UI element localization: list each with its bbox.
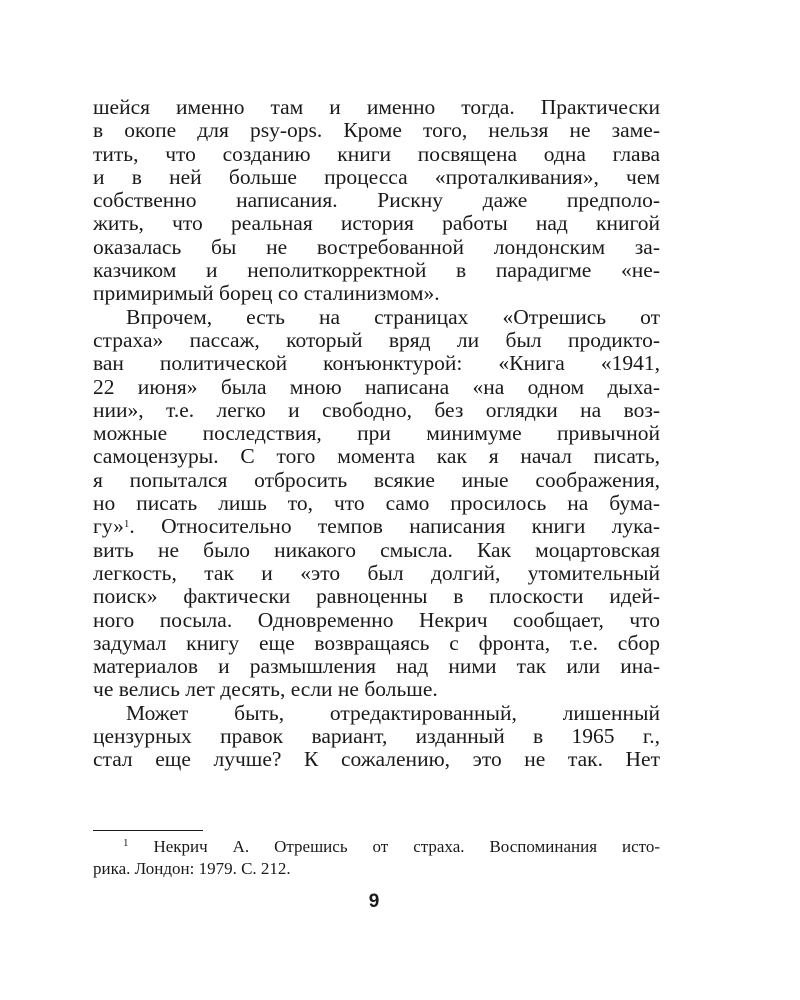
text-line-with-footnote: [93, 515, 660, 538]
text-line: поиск» фактически равноценны в плоскости идей-: [93, 585, 660, 609]
paragraph-start: Впрочем, есть на страницах «Отрешись от: [126, 305, 660, 329]
text-line: стал еще лучше? К сожалению, это не так. Нет: [93, 748, 660, 772]
text-line: собственно написания. Рискну даже предполо-: [93, 189, 660, 213]
footnote-text: Некрич А. Отрешись от страха. Воспоминания исто-: [153, 837, 660, 856]
paragraph-start: Может быть, отредактированный, лишенный: [126, 701, 660, 725]
text-line: казчиком и неполиткорректной в парадигме «не-: [93, 259, 660, 283]
text-line: и в ней больше процесса «проталкивания», чем: [93, 165, 660, 189]
footnote-divider: [93, 830, 203, 831]
text-line: жить, что реальная история работы над книгой: [93, 212, 660, 236]
line-rest: . Относительно темпов написания книги лука-: [129, 515, 660, 539]
main-text: [93, 96, 660, 772]
text-line: можные последствия, при минимуме привычной: [93, 422, 660, 446]
text-line: оказалась бы не востребованной лондонским за-: [93, 235, 660, 259]
text-line: ван политической конъюнктурой: «Книга «1941,: [93, 352, 660, 376]
text-line: но писать лишь то, что само просилось на бума-: [93, 492, 660, 516]
footnote-line: [93, 836, 660, 858]
text-line: задумал книгу еще возвращаясь с фронта, т.е. сбор: [93, 631, 660, 655]
footnote-marker: 1: [123, 837, 129, 849]
line-start: гу»: [93, 515, 124, 539]
footnote-line: рика. Лондон: 1979. С. 212.: [93, 859, 291, 878]
text-line: че велись лет десять, если не больше.: [93, 678, 438, 702]
text-line: 22 июня» была мною написана «на одном дыха-: [93, 375, 660, 399]
text-line: примиримый борец со сталинизмом».: [93, 282, 440, 306]
text-line: в окопе для psy-ops. Кроме того, нельзя не заме-: [93, 119, 660, 143]
text-line: материалов и размышления над ними так или ина-: [93, 655, 660, 679]
text-line: шейся именно там и именно тогда. Практически: [93, 96, 660, 119]
footnote: [93, 836, 660, 880]
text-line: самоцензуры. С того момента как я начал писать,: [93, 445, 660, 469]
text-line: ного посыла. Одновременно Некрич сообщает, что: [93, 608, 660, 632]
text-line: нии», т.е. легко и свободно, без оглядки на воз-: [93, 398, 660, 422]
text-line: я попытался отбросить всякие иные соображения,: [93, 468, 660, 492]
text-line: цензурных правок вариант, изданный в 1965 г.,: [93, 725, 660, 749]
text-line: легкость, так и «это был долгий, утомительный: [93, 561, 660, 585]
text-line: страха» пассаж, который вряд ли был продикто-: [93, 328, 660, 352]
text-line: тить, что созданию книги посвящена одна глава: [93, 142, 660, 166]
text-line: вить не было никакого смысла. Как моцартовская: [93, 538, 660, 562]
footnote-reference: 1: [123, 518, 130, 531]
page-number: 9: [368, 891, 380, 912]
